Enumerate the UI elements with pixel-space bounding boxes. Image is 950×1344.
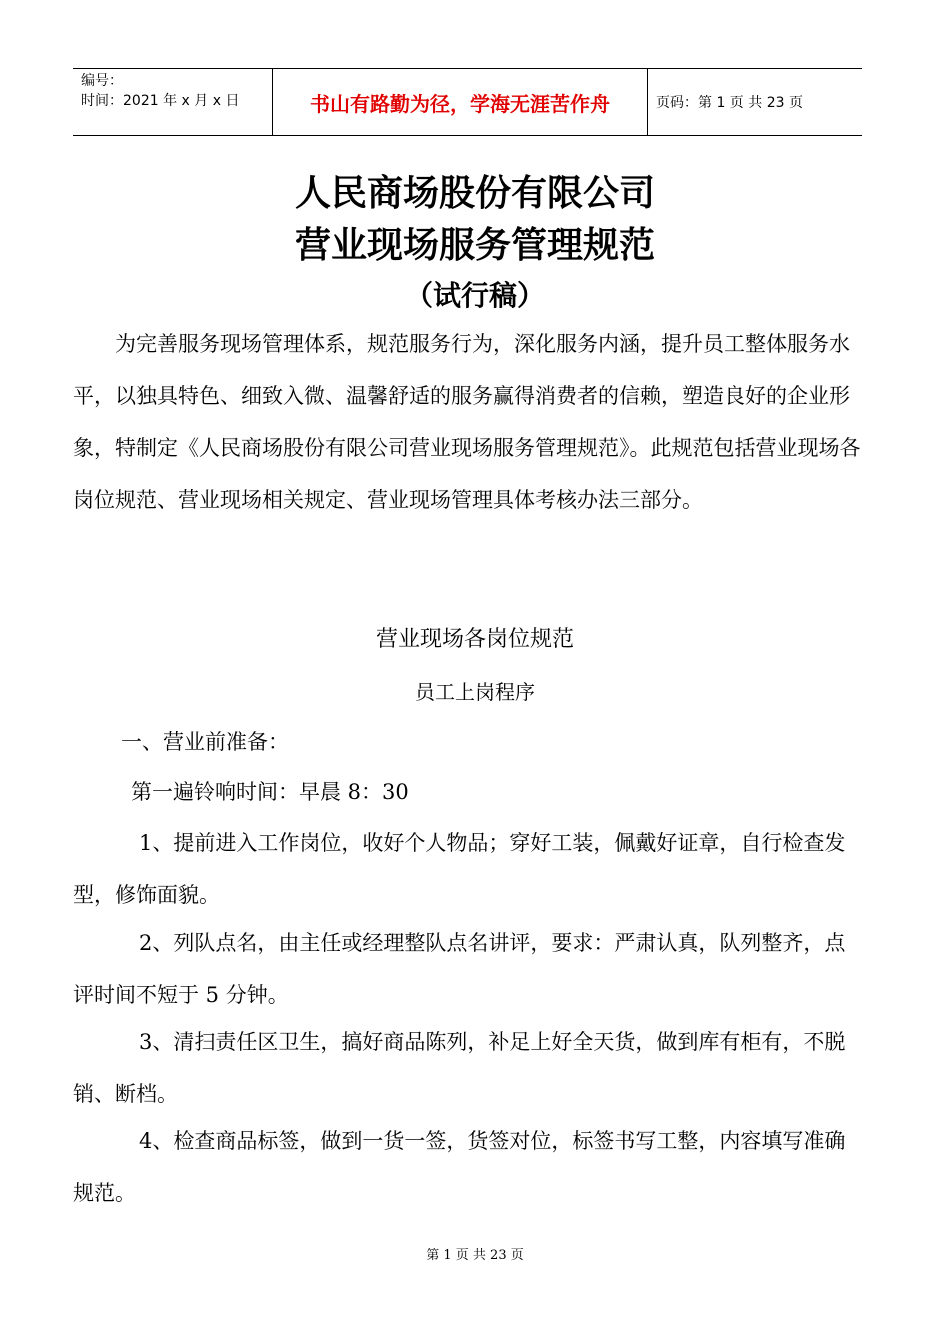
header-motto: 书山有路勤为径，学海无涯苦作舟 <box>273 69 648 135</box>
page-footer: 第 1 页 共 23 页 <box>426 1248 524 1263</box>
list-item: 4、检查商品标签，做到一货一签，货签对位，标签书写工整，内容填写准确规范。 <box>73 1129 846 1205</box>
header-page-info: 页码：第 1 页 共 23 页 <box>656 95 803 111</box>
list-item: 2、列队点名，由主任或经理整队点名讲评，要求：严肃认真，队列整齐，点评时间不短于 5 分钟。 <box>73 931 846 1007</box>
list-item: 1、提前进入工作岗位，收好个人物品；穿好工装，佩戴好证章，自行检查发型，修饰面貌。 <box>73 831 846 907</box>
document-date: 时间：2021 年 x 月 x 日 <box>81 93 240 109</box>
section-subheading: 员工上岗程序 <box>415 680 535 704</box>
document-title-draft: （试行稿） <box>404 279 545 312</box>
document-title-main: 营业现场服务管理规范 <box>294 225 655 266</box>
bell-time: 第一遍铃响时间：早晨 8：30 <box>131 780 409 804</box>
document-number-label: 编号： <box>81 73 123 89</box>
prep-heading: 一、营业前准备： <box>121 730 289 754</box>
document-title-company: 人民商场股份有限公司 <box>294 173 655 214</box>
list-item: 3、清扫责任区卫生，搞好商品陈列，补足上好全天货，做到库有柜有，不脱销、断档。 <box>73 1030 846 1106</box>
intro-paragraph: 为完善服务现场管理体系，规范服务行为，深化服务内涵，提升员工整体服务水平，以独具特色、细致入微、温馨舒适的服务赢得消费者的信赖，塑造良好的企业形象，特制定《人民商场股份有限公司营业现场服务管理规范》。此规范包括营业现场各岗位规范、营业现场相关规定、营业现场管理具体考核办法三部分。 <box>73 332 861 512</box>
header-meta <box>73 69 273 135</box>
section-heading: 营业现场各岗位规范 <box>375 627 574 652</box>
page-header <box>73 68 862 136</box>
